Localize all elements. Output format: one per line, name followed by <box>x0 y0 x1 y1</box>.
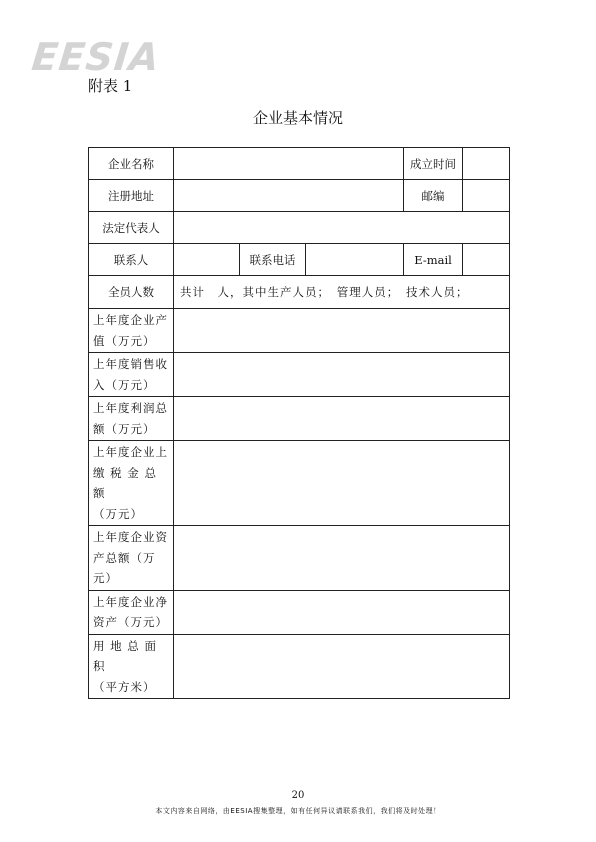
postcode-label: 邮编 <box>404 180 463 212</box>
staff-total-label: 全员人数 <box>89 276 174 309</box>
page-title: 企业基本情况 <box>252 109 343 127</box>
land-area-label-line2: （平方米） <box>93 679 156 694</box>
prev-net-assets-label-line2: 资产（万元） <box>93 615 168 629</box>
prev-assets-label <box>89 526 174 591</box>
prev-tax-label-line1: 上年度企业上 <box>93 445 168 459</box>
prev-output-field[interactable] <box>174 309 510 353</box>
company-name-field[interactable] <box>174 148 404 180</box>
prev-sales-label-line2: 入（万元） <box>93 377 156 392</box>
prev-output-label <box>89 309 174 353</box>
established-field[interactable] <box>463 148 510 180</box>
prev-tax-label-line3: （万元） <box>93 506 143 521</box>
legal-rep-label: 法定代表人 <box>89 212 174 244</box>
prev-profit-label-line1: 上年度利润总 <box>93 401 168 415</box>
table-row <box>89 526 510 591</box>
table-row <box>89 244 510 276</box>
legal-rep-field[interactable] <box>174 212 510 244</box>
contact-label: 联系人 <box>89 244 174 276</box>
postcode-field[interactable] <box>463 180 510 212</box>
phone-field[interactable] <box>306 244 404 276</box>
established-label: 成立时间 <box>404 148 463 180</box>
table-row <box>89 397 510 441</box>
email-field[interactable] <box>463 244 510 276</box>
staff-detail-field[interactable]: 共计 人，其中生产人员； 管理人员； 技术人员； <box>174 276 510 309</box>
prev-assets-field[interactable] <box>174 526 510 591</box>
prev-sales-label-line1: 上年度销售收 <box>93 357 168 371</box>
prev-output-label-line1: 上年度企业产 <box>93 313 168 327</box>
prev-assets-label-line2: 产总额（万元） <box>93 550 156 585</box>
prev-tax-field[interactable] <box>174 441 510 526</box>
prev-profit-field[interactable] <box>174 397 510 441</box>
table-row <box>89 634 510 699</box>
phone-label: 联系电话 <box>240 244 306 276</box>
prev-net-assets-label-line1: 上年度企业净 <box>93 594 168 609</box>
table-row <box>89 309 510 353</box>
land-area-label-line1: 用 地 总 面 积 <box>93 638 157 673</box>
prev-net-assets-label <box>89 590 174 634</box>
land-area-label <box>89 634 174 699</box>
prev-sales-field[interactable] <box>174 353 510 397</box>
table-row <box>89 180 510 212</box>
table-row <box>89 276 510 309</box>
prev-assets-label-line1: 上年度企业资 <box>93 530 168 544</box>
land-area-field[interactable] <box>174 634 510 699</box>
table-row <box>89 353 510 397</box>
footer-disclaimer: 本文内容来自网络，由EESIA搜集整理，如有任何异议请联系我们，我们将及时处理！ <box>155 807 441 815</box>
prev-sales-label <box>89 353 174 397</box>
prev-tax-label <box>89 441 174 526</box>
prev-output-label-line2: 值（万元） <box>93 333 156 348</box>
page-number: 20 <box>291 790 305 801</box>
prev-profit-label <box>89 397 174 441</box>
prev-profit-label-line2: 额（万元） <box>93 421 156 436</box>
table-row <box>89 590 510 634</box>
reg-address-field[interactable] <box>174 180 404 212</box>
table-row <box>89 148 510 180</box>
email-label: E-mail <box>404 244 463 276</box>
appendix-label: 附表 1 <box>88 77 133 95</box>
eesia-logo: EESIA <box>29 35 163 79</box>
prev-net-assets-field[interactable] <box>174 590 510 634</box>
table-row <box>89 441 510 526</box>
company-info-table <box>88 147 510 699</box>
company-name-label: 企业名称 <box>89 148 174 180</box>
reg-address-label: 注册地址 <box>89 180 174 212</box>
table-row <box>89 212 510 244</box>
prev-tax-label-line2: 缴 税 金 总 额 <box>93 465 157 500</box>
contact-field[interactable] <box>174 244 240 276</box>
